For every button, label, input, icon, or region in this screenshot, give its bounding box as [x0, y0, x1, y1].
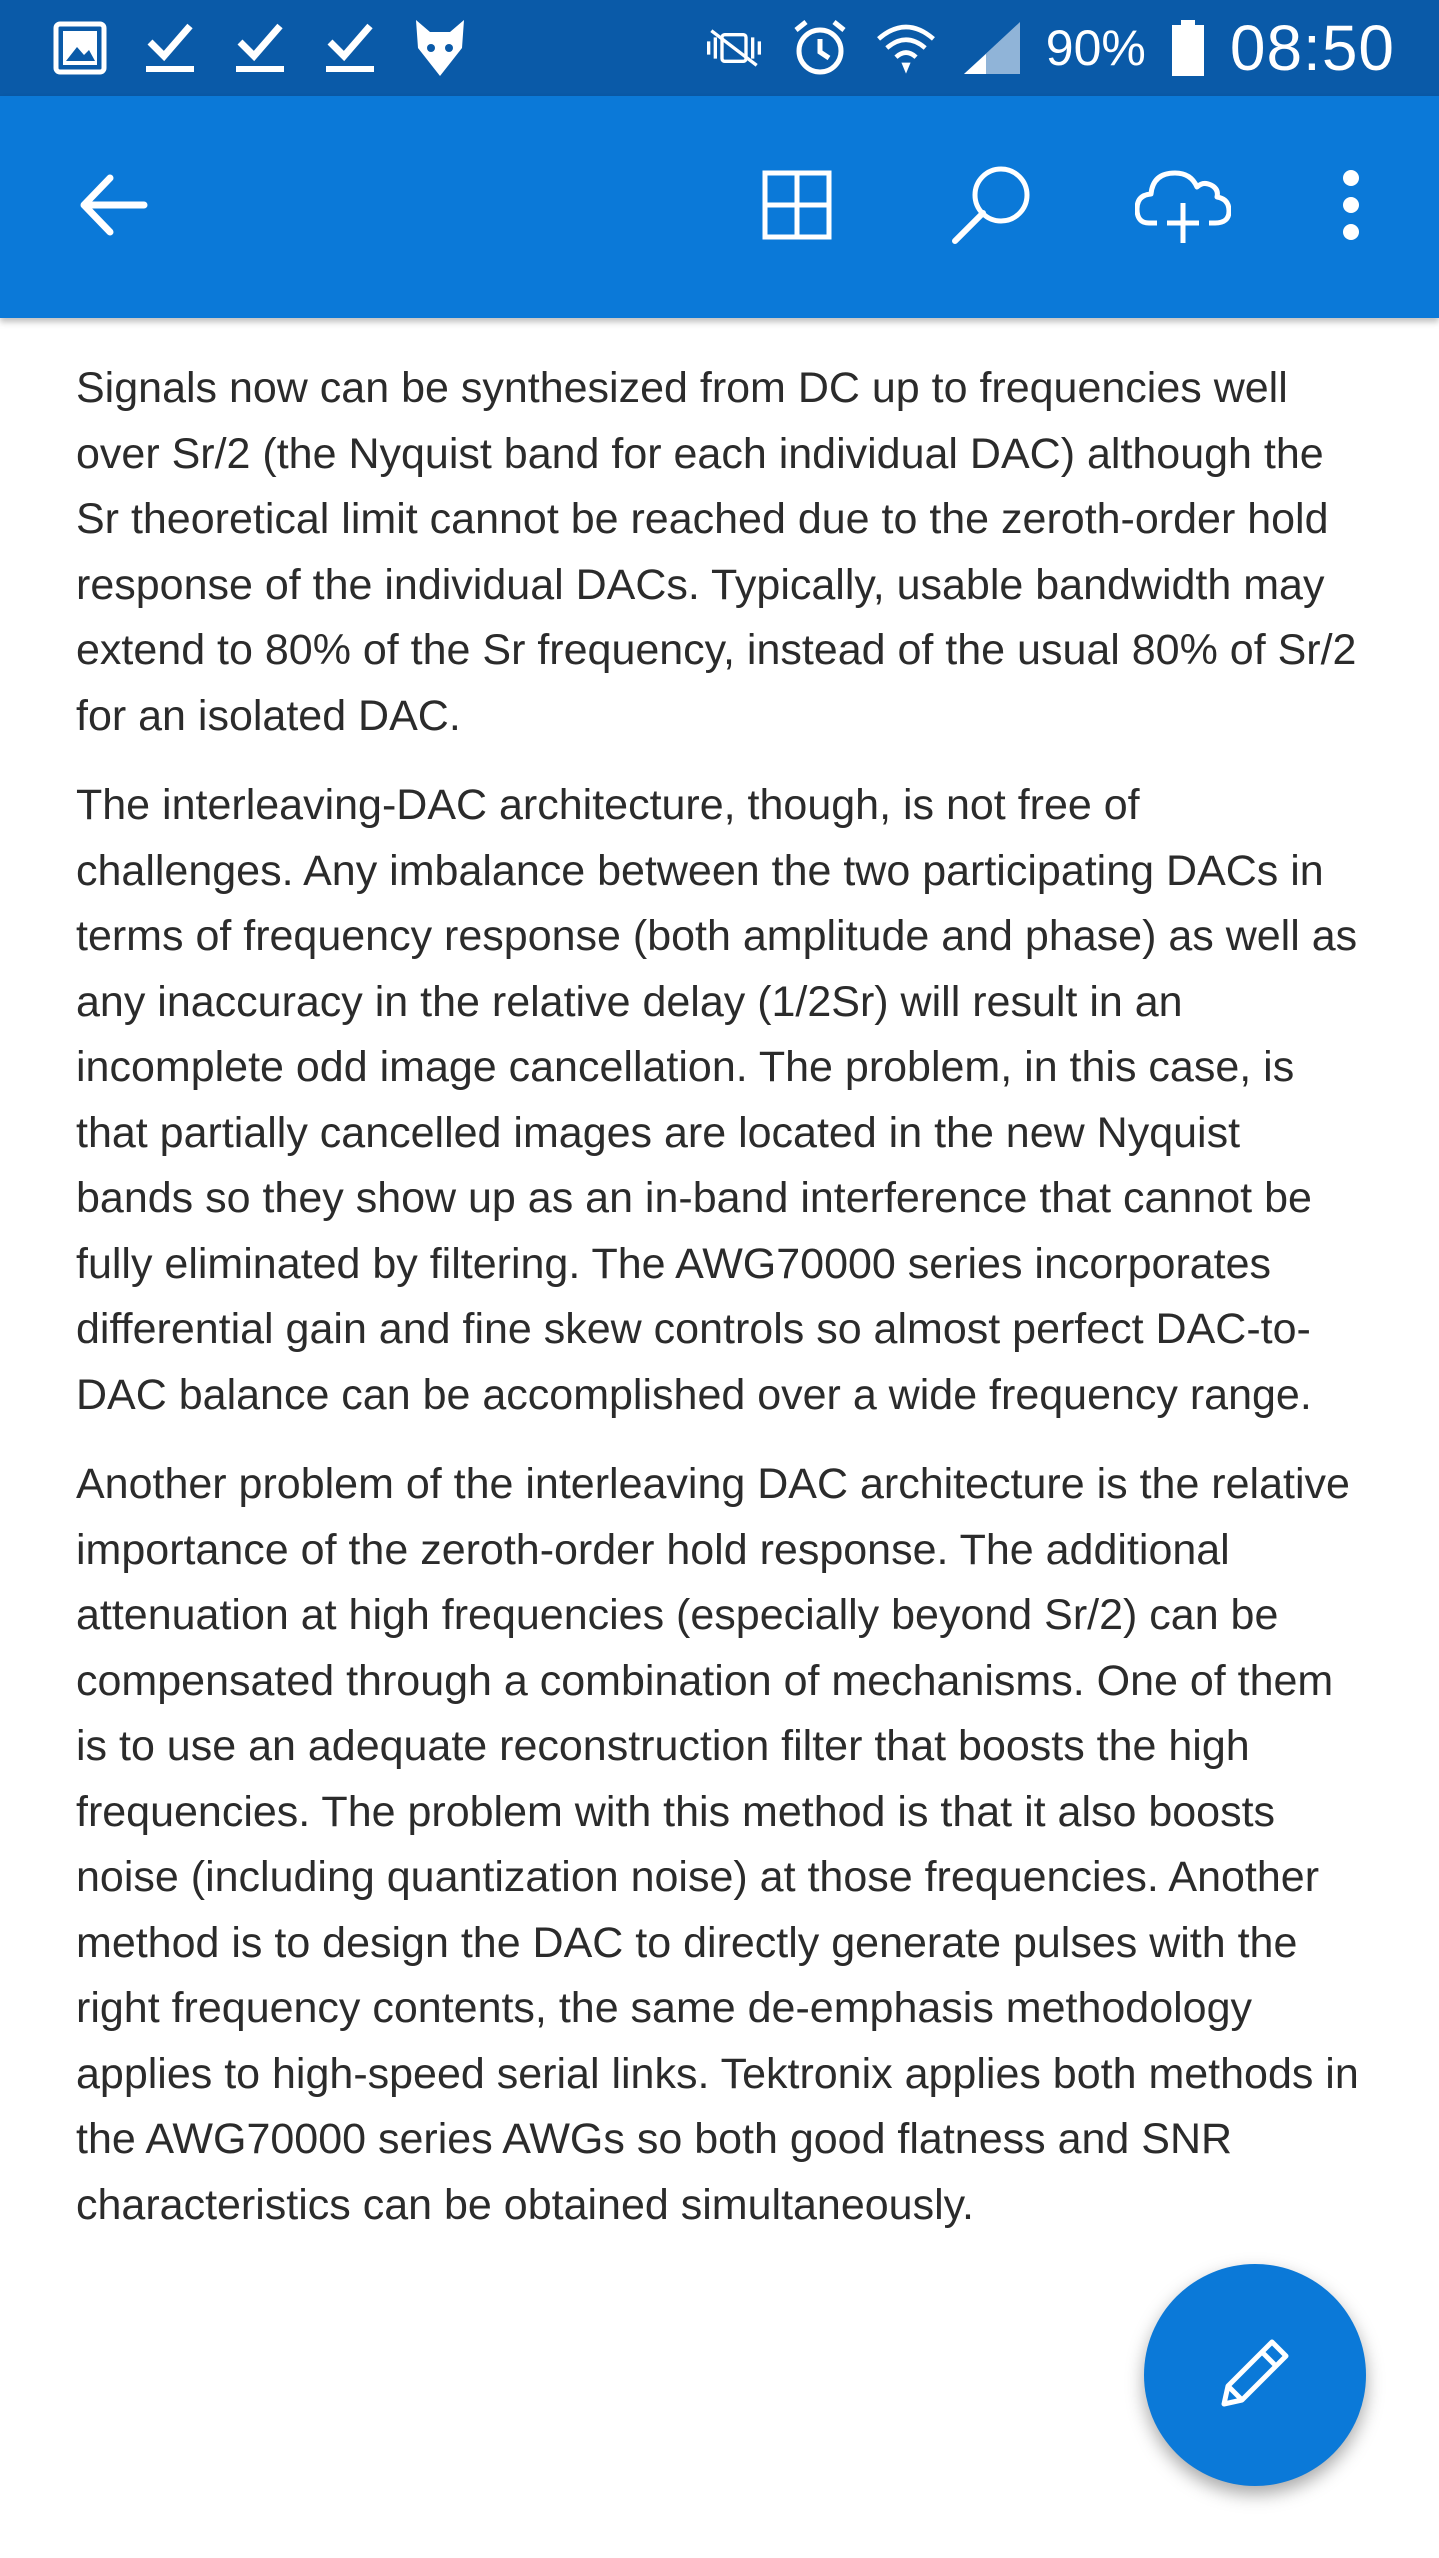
wifi-icon	[874, 18, 938, 78]
gallery-icon	[48, 18, 112, 78]
view-grid-button[interactable]	[742, 152, 852, 262]
alarm-icon	[788, 18, 852, 78]
fox-icon	[408, 18, 472, 78]
cloud-upload-icon	[1135, 163, 1231, 252]
check-icon	[318, 18, 382, 78]
back-button[interactable]	[58, 152, 168, 262]
edit-fab-button[interactable]	[1144, 2264, 1366, 2486]
more-options-button[interactable]	[1296, 152, 1406, 262]
app-bar	[0, 96, 1439, 318]
paragraph: Another problem of the interleaving DAC architecture is the relative importance of the zeroth-order hold response. The additional attenuation at high frequencies (especially beyond Sr/2) can be compensated through a combination of mechanisms. One of them is to use an adequate reconstruction filter that boosts the high frequencies. The problem with this method is that it also boosts noise (including quantization noise) at those frequencies. Another method is to design the DAC to directly generate pulses with the right frequency contents, the same de-emphasis methodology applies to high-speed serial links. Tektronix applies both methods in the AWG70000 series AWGs so both good flatness and SNR characteristics can be obtained simultaneously.	[76, 1460, 1359, 2229]
cloud-upload-button[interactable]	[1128, 152, 1238, 262]
paragraph: The interleaving-DAC architecture, though, is not free of challenges. Any imbalance between the two participating DACs in terms of frequency response (both amplitude and phase) as well as any inaccuracy in the relative delay (1/2Sr) will result in an incomplete odd image cancellation. The problem, in this case, is that partially cancelled images are located in the new Nyquist bands so they show up as an in-band interference that cannot be fully eliminated by filtering. The AWG70000 series incorporates differential gain and fine skew controls so almost perfect DAC-to-DAC balance can be accomplished over a wide frequency range.	[76, 781, 1358, 1419]
signal-icon	[960, 18, 1024, 78]
document-body	[76, 356, 1366, 2262]
notification-icons	[48, 18, 472, 78]
paragraph: Signals now can be synthesized from DC up to frequencies well over Sr/2 (the Nyquist band for each individual DAC) although the Sr theoretical limit cannot be reached due to the zeroth-order hold response of the individual DACs. Typically, usable bandwidth may extend to 80% of the Sr frequency, instead of the usual 80% of Sr/2 for an isolated DAC.	[76, 364, 1357, 740]
check-icon	[138, 18, 202, 78]
battery-icon	[1168, 18, 1208, 78]
search-button[interactable]	[936, 152, 1046, 262]
check-icon	[228, 18, 292, 78]
vibrate-mute-icon	[702, 18, 766, 78]
more-vertical-icon	[1341, 170, 1361, 245]
clock: 08:50	[1229, 12, 1395, 84]
status-bar	[0, 0, 1439, 96]
system-icons	[702, 0, 1395, 96]
arrow-left-icon	[76, 168, 150, 247]
pencil-icon	[1210, 2328, 1300, 2423]
grid-icon	[761, 169, 833, 246]
search-icon	[949, 163, 1033, 252]
battery-percent: 90%	[1045, 20, 1146, 76]
